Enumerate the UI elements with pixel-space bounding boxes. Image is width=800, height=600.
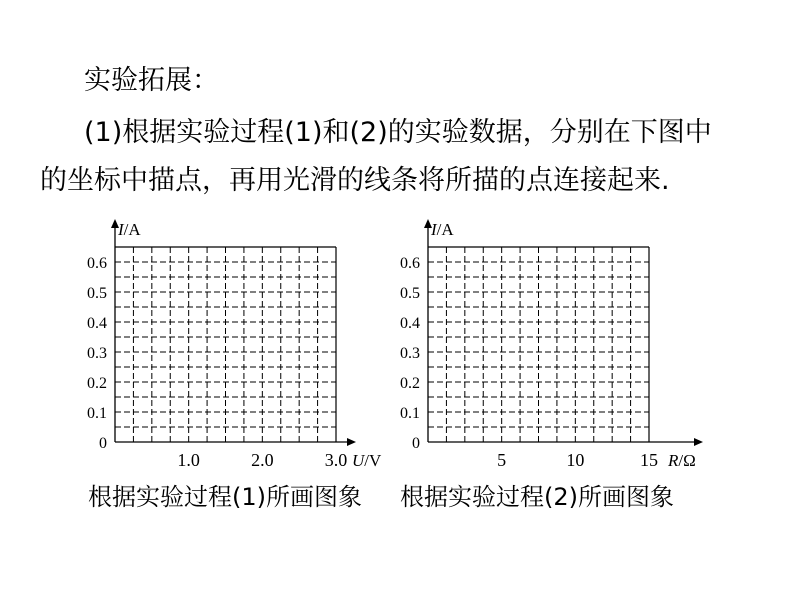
y-tick-label: 0.1 xyxy=(400,405,420,422)
y-axis-label: I/A xyxy=(118,220,141,239)
x-axis-label: R/Ω xyxy=(668,451,696,470)
y-tick-label: 0 xyxy=(412,435,420,452)
x-tick-label: 3.0 xyxy=(324,450,348,470)
y-tick-label: 0 xyxy=(99,435,107,452)
x-tick-label: 1.0 xyxy=(177,450,200,470)
x-axis-arrow xyxy=(694,438,703,446)
y-tick-label: 0.2 xyxy=(87,375,107,392)
y-tick-label: 0.3 xyxy=(87,345,107,362)
y-tick-label: 0.5 xyxy=(400,285,420,302)
y-tick-label: 0.4 xyxy=(87,315,107,332)
caption-chart-2: 根据实验过程(2)所画图象 xyxy=(400,483,674,511)
x-tick-label: 2.0 xyxy=(251,450,274,470)
caption-chart-1: 根据实验过程(1)所画图象 xyxy=(88,483,362,511)
y-tick-label: 0.1 xyxy=(87,405,107,422)
y-tick-label: 0.2 xyxy=(400,375,420,392)
x-tick-label: 15 xyxy=(640,450,658,470)
x-tick-label: 10 xyxy=(566,450,585,470)
y-tick-label: 0.6 xyxy=(87,255,107,272)
y-tick-label: 0.3 xyxy=(400,345,420,362)
x-axis-label: U/V xyxy=(352,451,382,470)
section-heading: 实验拓展： xyxy=(84,65,219,96)
y-axis-label: I/A xyxy=(431,220,454,239)
y-tick-label: 0.6 xyxy=(400,255,420,272)
instruction-line-2: 的坐标中描点，再用光滑的线条将所描的点连接起来. xyxy=(40,165,670,196)
x-tick-label: 5 xyxy=(497,450,507,470)
y-tick-label: 0.5 xyxy=(87,285,107,302)
instruction-line-1: (1)根据实验过程(1)和(2)的实验数据，分别在下图中 xyxy=(84,117,712,148)
y-tick-label: 0.4 xyxy=(400,315,420,332)
